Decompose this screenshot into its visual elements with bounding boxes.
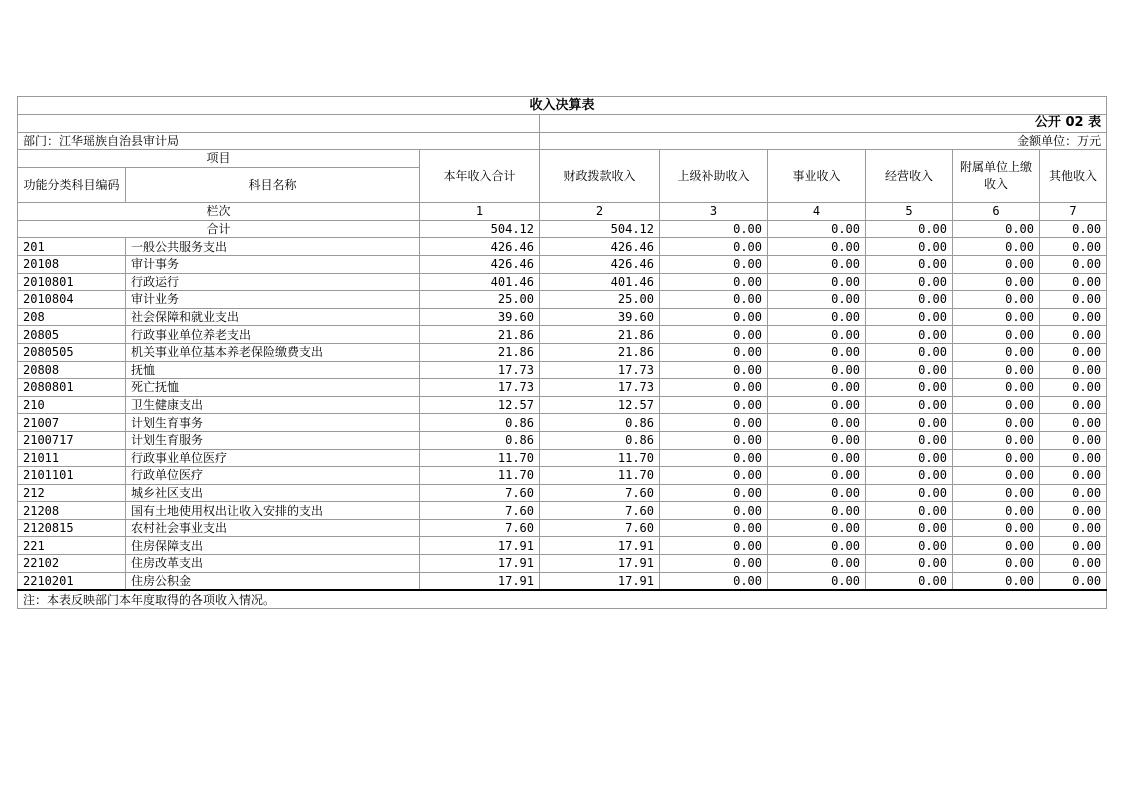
row-value: 0.00 — [953, 572, 1040, 590]
row-value: 0.00 — [660, 537, 768, 555]
row-value: 0.00 — [768, 273, 866, 291]
row-value: 0.00 — [768, 467, 866, 485]
table-row — [18, 326, 1107, 344]
column-index: 6 — [953, 203, 1040, 221]
row-value: 0.00 — [660, 255, 768, 273]
row-value: 0.00 — [660, 379, 768, 397]
row-value: 0.00 — [953, 537, 1040, 555]
row-value: 0.00 — [768, 396, 866, 414]
row-value: 0.00 — [768, 238, 866, 256]
row-value: 0.00 — [866, 361, 953, 379]
row-value: 0.00 — [660, 449, 768, 467]
table-row — [18, 484, 1107, 502]
row-value: 0.00 — [953, 449, 1040, 467]
row-value: 11.70 — [420, 467, 540, 485]
row-subject-name: 行政运行 — [126, 273, 420, 291]
row-function-code: 21011 — [18, 449, 126, 467]
row-subject-name: 死亡抚恤 — [126, 379, 420, 397]
row-value: 0.00 — [866, 343, 953, 361]
row-value: 21.86 — [540, 343, 660, 361]
row-subject-name: 机关事业单位基本养老保险缴费支出 — [126, 343, 420, 361]
row-subject-name: 社会保障和就业支出 — [126, 308, 420, 326]
row-value: 25.00 — [420, 291, 540, 309]
row-value: 0.00 — [1040, 273, 1107, 291]
row-value: 0.00 — [768, 291, 866, 309]
row-value: 0.00 — [953, 361, 1040, 379]
row-value: 0.00 — [660, 343, 768, 361]
row-value: 0.00 — [953, 379, 1040, 397]
total-value: 504.12 — [540, 220, 660, 238]
row-value: 0.00 — [660, 308, 768, 326]
table-row — [18, 255, 1107, 273]
row-value: 0.00 — [768, 502, 866, 520]
header-function-code: 功能分类科目编码 — [18, 168, 126, 203]
row-value: 7.60 — [540, 519, 660, 537]
row-value: 0.00 — [953, 414, 1040, 432]
header-business-income: 事业收入 — [768, 150, 866, 203]
row-function-code: 21007 — [18, 414, 126, 432]
row-value: 0.00 — [660, 326, 768, 344]
row-function-code: 2120815 — [18, 519, 126, 537]
row-value: 0.86 — [420, 414, 540, 432]
row-subject-name: 卫生健康支出 — [126, 396, 420, 414]
row-value: 401.46 — [420, 273, 540, 291]
table-row — [18, 502, 1107, 520]
row-value: 0.00 — [953, 396, 1040, 414]
table-row — [18, 361, 1107, 379]
header-fiscal-appropriation: 财政拨款收入 — [540, 150, 660, 203]
column-index: 1 — [420, 203, 540, 221]
row-value: 0.00 — [1040, 572, 1107, 590]
row-function-code: 201 — [18, 238, 126, 256]
unit-label: 金额单位：万元 — [540, 132, 1107, 150]
row-subject-name: 农村社会事业支出 — [126, 519, 420, 537]
row-value: 0.00 — [1040, 238, 1107, 256]
header-affiliated-income: 附属单位上缴收入 — [953, 150, 1040, 203]
header-other-income: 其他收入 — [1040, 150, 1107, 203]
row-function-code: 221 — [18, 537, 126, 555]
row-value: 0.00 — [866, 379, 953, 397]
row-value: 0.00 — [660, 273, 768, 291]
row-value: 426.46 — [420, 238, 540, 256]
row-value: 0.00 — [660, 467, 768, 485]
row-value: 0.86 — [540, 431, 660, 449]
row-value: 0.00 — [953, 431, 1040, 449]
total-value: 0.00 — [953, 220, 1040, 238]
row-value: 0.00 — [1040, 343, 1107, 361]
row-value: 401.46 — [540, 273, 660, 291]
row-subject-name: 一般公共服务支出 — [126, 238, 420, 256]
row-value: 0.00 — [866, 572, 953, 590]
row-value: 0.00 — [660, 484, 768, 502]
table-row — [18, 238, 1107, 256]
row-value: 0.00 — [768, 555, 866, 573]
row-function-code: 2080505 — [18, 343, 126, 361]
row-value: 0.00 — [866, 537, 953, 555]
row-value: 0.00 — [768, 255, 866, 273]
row-value: 0.00 — [866, 467, 953, 485]
table-row — [18, 519, 1107, 537]
row-value: 17.73 — [540, 379, 660, 397]
row-value: 0.00 — [1040, 449, 1107, 467]
row-value: 0.00 — [866, 414, 953, 432]
row-value: 0.00 — [866, 308, 953, 326]
row-value: 0.00 — [1040, 484, 1107, 502]
row-value: 0.00 — [953, 484, 1040, 502]
row-value: 17.73 — [420, 361, 540, 379]
row-value: 0.00 — [866, 326, 953, 344]
header-superior-subsidy: 上级补助收入 — [660, 150, 768, 203]
table-row — [18, 449, 1107, 467]
row-function-code: 20108 — [18, 255, 126, 273]
row-subject-name: 住房保障支出 — [126, 537, 420, 555]
row-function-code: 2010804 — [18, 291, 126, 309]
row-value: 0.00 — [953, 291, 1040, 309]
row-function-code: 212 — [18, 484, 126, 502]
row-function-code: 20805 — [18, 326, 126, 344]
row-function-code: 208 — [18, 308, 126, 326]
row-subject-name: 行政单位医疗 — [126, 467, 420, 485]
row-function-code: 210 — [18, 396, 126, 414]
row-value: 0.00 — [660, 414, 768, 432]
row-value: 0.00 — [866, 291, 953, 309]
row-value: 426.46 — [420, 255, 540, 273]
row-value: 0.86 — [420, 431, 540, 449]
row-value: 17.91 — [540, 572, 660, 590]
row-value: 7.60 — [540, 484, 660, 502]
row-value: 0.00 — [1040, 537, 1107, 555]
total-value: 0.00 — [866, 220, 953, 238]
row-subject-name: 行政事业单位养老支出 — [126, 326, 420, 344]
row-value: 0.86 — [540, 414, 660, 432]
column-index: 7 — [1040, 203, 1107, 221]
row-value: 17.91 — [420, 537, 540, 555]
table-row — [18, 555, 1107, 573]
row-value: 0.00 — [768, 326, 866, 344]
row-function-code: 2100717 — [18, 431, 126, 449]
row-value: 0.00 — [1040, 431, 1107, 449]
form-number: 公开 02 表 — [540, 115, 1107, 133]
row-value: 11.70 — [420, 449, 540, 467]
row-value: 0.00 — [866, 519, 953, 537]
row-value: 0.00 — [1040, 379, 1107, 397]
row-value: 426.46 — [540, 255, 660, 273]
row-value: 17.91 — [420, 572, 540, 590]
row-function-code: 2080801 — [18, 379, 126, 397]
column-index: 2 — [540, 203, 660, 221]
row-value: 426.46 — [540, 238, 660, 256]
row-value: 0.00 — [660, 396, 768, 414]
row-value: 39.60 — [540, 308, 660, 326]
row-value: 0.00 — [660, 572, 768, 590]
row-value: 0.00 — [866, 484, 953, 502]
row-value: 0.00 — [1040, 308, 1107, 326]
table-row — [18, 431, 1107, 449]
row-subject-name: 审计业务 — [126, 291, 420, 309]
row-value: 0.00 — [768, 449, 866, 467]
row-value: 0.00 — [953, 502, 1040, 520]
row-value: 0.00 — [953, 519, 1040, 537]
row-value: 0.00 — [953, 273, 1040, 291]
row-value: 0.00 — [768, 361, 866, 379]
table-row — [18, 308, 1107, 326]
row-value: 0.00 — [866, 555, 953, 573]
row-value: 0.00 — [1040, 414, 1107, 432]
row-value: 0.00 — [953, 467, 1040, 485]
row-value: 21.86 — [420, 326, 540, 344]
column-index: 3 — [660, 203, 768, 221]
row-value: 17.73 — [420, 379, 540, 397]
row-value: 0.00 — [866, 255, 953, 273]
table-row — [18, 343, 1107, 361]
row-value: 0.00 — [953, 308, 1040, 326]
row-subject-name: 住房公积金 — [126, 572, 420, 590]
table-row — [18, 537, 1107, 555]
row-value: 0.00 — [953, 555, 1040, 573]
row-value: 7.60 — [540, 502, 660, 520]
row-function-code: 2210201 — [18, 572, 126, 590]
income-statement-table — [17, 96, 1107, 609]
row-value: 17.91 — [540, 537, 660, 555]
row-value: 0.00 — [1040, 467, 1107, 485]
table-row — [18, 414, 1107, 432]
row-value: 0.00 — [660, 502, 768, 520]
row-function-code: 20808 — [18, 361, 126, 379]
row-value: 0.00 — [866, 273, 953, 291]
department-label: 部门：江华瑶族自治县审计局 — [18, 132, 540, 150]
row-subject-name: 行政事业单位医疗 — [126, 449, 420, 467]
table-row — [18, 273, 1107, 291]
row-subject-name: 计划生育服务 — [126, 431, 420, 449]
header-total-income: 本年收入合计 — [420, 150, 540, 203]
row-value: 0.00 — [1040, 361, 1107, 379]
row-value: 0.00 — [660, 238, 768, 256]
row-subject-name: 城乡社区支出 — [126, 484, 420, 502]
row-value: 0.00 — [660, 361, 768, 379]
row-value: 17.91 — [420, 555, 540, 573]
table-row — [18, 572, 1107, 590]
header-subject-name: 科目名称 — [126, 168, 420, 203]
row-function-code: 2101101 — [18, 467, 126, 485]
row-value: 11.70 — [540, 449, 660, 467]
row-value: 0.00 — [1040, 555, 1107, 573]
row-value: 0.00 — [768, 379, 866, 397]
header-operating-income: 经营收入 — [866, 150, 953, 203]
row-value: 0.00 — [1040, 326, 1107, 344]
blank-cell — [18, 115, 540, 133]
row-value: 11.70 — [540, 467, 660, 485]
row-value: 7.60 — [420, 502, 540, 520]
column-index: 4 — [768, 203, 866, 221]
row-value: 0.00 — [1040, 396, 1107, 414]
row-value: 0.00 — [768, 484, 866, 502]
row-value: 0.00 — [768, 414, 866, 432]
row-function-code: 2010801 — [18, 273, 126, 291]
row-value: 0.00 — [866, 396, 953, 414]
row-value: 25.00 — [540, 291, 660, 309]
row-value: 0.00 — [1040, 519, 1107, 537]
row-subject-name: 审计事务 — [126, 255, 420, 273]
row-value: 17.73 — [540, 361, 660, 379]
row-subject-name: 抚恤 — [126, 361, 420, 379]
row-value: 0.00 — [953, 255, 1040, 273]
row-value: 0.00 — [660, 519, 768, 537]
row-value: 0.00 — [768, 537, 866, 555]
row-value: 0.00 — [660, 291, 768, 309]
row-value: 7.60 — [420, 519, 540, 537]
row-value: 0.00 — [768, 572, 866, 590]
row-value: 0.00 — [768, 431, 866, 449]
total-row-label: 合计 — [18, 220, 420, 238]
row-function-code: 22102 — [18, 555, 126, 573]
column-index-label: 栏次 — [18, 203, 420, 221]
table-title: 收入决算表 — [18, 97, 1107, 115]
row-subject-name: 国有土地使用权出让收入安排的支出 — [126, 502, 420, 520]
column-index: 5 — [866, 203, 953, 221]
row-function-code: 21208 — [18, 502, 126, 520]
row-value: 12.57 — [420, 396, 540, 414]
row-value: 0.00 — [1040, 291, 1107, 309]
table-row — [18, 379, 1107, 397]
row-value: 39.60 — [420, 308, 540, 326]
row-subject-name: 计划生育事务 — [126, 414, 420, 432]
total-value: 0.00 — [768, 220, 866, 238]
row-value: 21.86 — [420, 343, 540, 361]
row-value: 17.91 — [540, 555, 660, 573]
row-value: 0.00 — [1040, 255, 1107, 273]
table-row — [18, 396, 1107, 414]
row-value: 0.00 — [866, 502, 953, 520]
header-item: 项目 — [18, 150, 420, 168]
row-value: 0.00 — [768, 519, 866, 537]
row-value: 0.00 — [953, 326, 1040, 344]
row-subject-name: 住房改革支出 — [126, 555, 420, 573]
total-value: 504.12 — [420, 220, 540, 238]
table-row — [18, 291, 1107, 309]
total-value: 0.00 — [660, 220, 768, 238]
table-row — [18, 467, 1107, 485]
row-value: 0.00 — [660, 431, 768, 449]
row-value: 7.60 — [420, 484, 540, 502]
row-value: 12.57 — [540, 396, 660, 414]
row-value: 0.00 — [768, 308, 866, 326]
total-value: 0.00 — [1040, 220, 1107, 238]
row-value: 0.00 — [768, 343, 866, 361]
row-value: 21.86 — [540, 326, 660, 344]
row-value: 0.00 — [866, 238, 953, 256]
row-value: 0.00 — [866, 449, 953, 467]
row-value: 0.00 — [953, 238, 1040, 256]
row-value: 0.00 — [866, 431, 953, 449]
row-value: 0.00 — [660, 555, 768, 573]
row-value: 0.00 — [953, 343, 1040, 361]
table-note: 注：本表反映部门本年度取得的各项收入情况。 — [18, 590, 1107, 608]
row-value: 0.00 — [1040, 502, 1107, 520]
